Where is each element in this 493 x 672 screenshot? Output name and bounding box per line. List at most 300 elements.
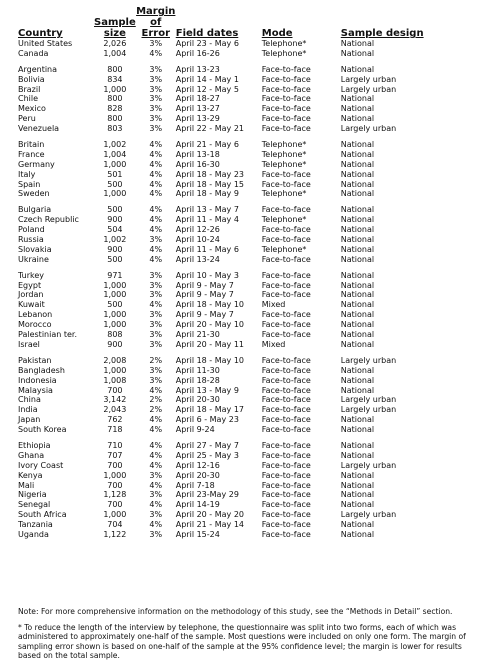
mode-cell: Face-to-face bbox=[261, 124, 311, 134]
sample-design-cell: Largely urban bbox=[340, 510, 397, 520]
mode-cell: Mixed bbox=[261, 339, 286, 349]
country-cell: Canada bbox=[18, 48, 49, 58]
country-cell: Nigeria bbox=[18, 490, 47, 500]
field-dates-cell: April 21-30 bbox=[175, 330, 220, 340]
mode-cell: Face-to-face bbox=[261, 450, 311, 460]
sample-design-cell: National bbox=[340, 114, 375, 124]
sample-design-cell: National bbox=[340, 244, 375, 254]
mode-cell: Face-to-face bbox=[261, 395, 311, 405]
sample-design-cell: National bbox=[340, 189, 375, 199]
mode-cell: Telephone* bbox=[261, 39, 307, 48]
margin-of-error-cell: 3% bbox=[149, 84, 163, 94]
country-cell: Mali bbox=[18, 480, 35, 490]
mode-cell: Telephone* bbox=[261, 140, 307, 150]
field-dates-cell: April 11 - May 4 bbox=[175, 215, 239, 225]
sample-design-cell: Largely urban bbox=[340, 74, 397, 84]
mode-cell: Face-to-face bbox=[261, 104, 311, 114]
field-dates-cell: April 14 - May 1 bbox=[175, 74, 239, 84]
mode-cell: Telephone* bbox=[261, 149, 307, 159]
sample-size-cell: 1,128 bbox=[103, 490, 127, 500]
table-row bbox=[18, 190, 441, 200]
sample-size-cell: 501 bbox=[107, 169, 123, 179]
margin-of-error-cell: 3% bbox=[149, 510, 163, 520]
sample-size-cell: 700 bbox=[107, 480, 123, 490]
mode-cell: Face-to-face bbox=[261, 280, 311, 290]
country-cell: Israel bbox=[18, 339, 40, 349]
sample-size-cell: 834 bbox=[107, 74, 123, 84]
margin-of-error-cell: 4% bbox=[149, 149, 163, 159]
field-dates-cell: April 13 - May 9 bbox=[175, 385, 239, 395]
sample-size-cell: 710 bbox=[107, 440, 123, 450]
mode-cell: Face-to-face bbox=[261, 355, 311, 365]
field-dates-cell: April 12-16 bbox=[175, 460, 220, 470]
margin-of-error-cell: 3% bbox=[149, 114, 163, 124]
country-cell: Ghana bbox=[18, 450, 45, 460]
country-cell: Poland bbox=[18, 225, 45, 235]
country-cell: France bbox=[18, 149, 45, 159]
telephone-footnote: * To reduce the length of the interview by telephone, the questionnaire was split into two forms, each of which was administered to approximately one-half of the sample. Most questions were included on only one form. The margin of sampling error shown is based on one-half of the sample at the 95% confidence level; the margin is lower for results based on the total sample. bbox=[18, 622, 466, 661]
table-row bbox=[18, 491, 441, 501]
mode-cell: Face-to-face bbox=[261, 375, 311, 385]
sample-design-cell: Largely urban bbox=[340, 355, 397, 365]
margin-of-error-cell: 4% bbox=[149, 480, 163, 490]
field-dates-cell: April 18 - May 17 bbox=[175, 405, 244, 415]
header-sample-size: Sample size bbox=[94, 17, 136, 39]
sample-design-cell: National bbox=[340, 520, 375, 530]
mode-cell: Face-to-face bbox=[261, 205, 311, 215]
sample-design-cell: National bbox=[340, 529, 375, 539]
sample-design-cell: National bbox=[340, 104, 375, 114]
margin-of-error-cell: 4% bbox=[149, 215, 163, 225]
sample-size-cell: 3,142 bbox=[103, 395, 127, 405]
header-sample-design: Sample design bbox=[340, 28, 424, 39]
margin-of-error-cell: 4% bbox=[149, 460, 163, 470]
margin-of-error-cell: 4% bbox=[149, 520, 163, 530]
field-dates-cell: April 18-27 bbox=[175, 94, 220, 104]
sample-size-cell: 1,004 bbox=[103, 48, 127, 58]
margin-of-error-cell: 3% bbox=[149, 64, 163, 74]
margin-of-error-cell: 4% bbox=[149, 254, 163, 264]
sample-design-cell: National bbox=[340, 159, 375, 169]
sample-size-cell: 800 bbox=[107, 114, 123, 124]
table-row bbox=[18, 40, 441, 50]
margin-of-error-cell: 4% bbox=[149, 244, 163, 254]
mode-cell: Face-to-face bbox=[261, 254, 311, 264]
table-row bbox=[18, 50, 441, 60]
table-row bbox=[18, 216, 441, 226]
country-cell: Japan bbox=[18, 415, 41, 425]
sample-size-cell: 1,000 bbox=[103, 290, 127, 300]
mode-cell: Face-to-face bbox=[261, 500, 311, 510]
margin-of-error-cell: 3% bbox=[149, 74, 163, 84]
mode-cell: Face-to-face bbox=[261, 460, 311, 470]
margin-of-error-cell: 4% bbox=[149, 140, 163, 150]
country-cell: Ethiopia bbox=[18, 440, 51, 450]
country-cell: Argentina bbox=[18, 64, 58, 74]
sample-size-cell: 900 bbox=[107, 244, 123, 254]
field-dates-cell: April 7-18 bbox=[175, 480, 215, 490]
sample-design-cell: National bbox=[340, 375, 375, 385]
country-cell: India bbox=[18, 405, 38, 415]
country-cell: Uganda bbox=[18, 529, 49, 539]
margin-of-error-cell: 2% bbox=[149, 355, 163, 365]
field-dates-cell: April 21 - May 14 bbox=[175, 520, 244, 530]
country-cell: Chile bbox=[18, 94, 39, 104]
field-dates-cell: April 13-24 bbox=[175, 254, 220, 264]
field-dates-cell: April 25 - May 3 bbox=[175, 450, 239, 460]
mode-cell: Face-to-face bbox=[261, 510, 311, 520]
country-cell: Spain bbox=[18, 179, 41, 189]
margin-of-error-cell: 3% bbox=[149, 310, 163, 320]
country-cell: Kenya bbox=[18, 470, 43, 480]
mode-cell: Face-to-face bbox=[261, 490, 311, 500]
margin-of-error-cell: 3% bbox=[149, 470, 163, 480]
field-dates-cell: April 18 - May 15 bbox=[175, 179, 244, 189]
country-cell: Malaysia bbox=[18, 385, 53, 395]
field-dates-cell: April 13-23 bbox=[175, 64, 220, 74]
mode-cell: Face-to-face bbox=[261, 64, 311, 74]
sample-size-cell: 700 bbox=[107, 500, 123, 510]
country-cell: Tanzania bbox=[18, 520, 53, 530]
sample-design-cell: National bbox=[340, 254, 375, 264]
country-cell: Pakistan bbox=[18, 355, 52, 365]
margin-of-error-cell: 4% bbox=[149, 48, 163, 58]
mode-cell: Face-to-face bbox=[261, 440, 311, 450]
methodology-note: Note: For more comprehensive information on the methodology of this study, see the “Methods in Detail” section. bbox=[18, 607, 453, 616]
sample-size-cell: 1,000 bbox=[103, 470, 127, 480]
field-dates-cell: April 14-19 bbox=[175, 500, 220, 510]
margin-of-error-cell: 4% bbox=[149, 179, 163, 189]
sample-design-cell: National bbox=[340, 490, 375, 500]
margin-of-error-cell: 4% bbox=[149, 385, 163, 395]
mode-cell: Face-to-face bbox=[261, 425, 311, 435]
mode-cell: Face-to-face bbox=[261, 169, 311, 179]
country-cell: Palestinian ter. bbox=[18, 330, 78, 340]
sample-size-cell: 2,008 bbox=[103, 355, 127, 365]
country-cell: United States bbox=[18, 39, 73, 48]
field-dates-cell: April 13-27 bbox=[175, 104, 220, 114]
sample-size-cell: 1,002 bbox=[103, 235, 127, 245]
field-dates-cell: April 11 - May 6 bbox=[175, 244, 239, 254]
sample-size-cell: 808 bbox=[107, 330, 123, 340]
country-cell: Venezuela bbox=[18, 124, 60, 134]
sample-design-cell: Largely urban bbox=[340, 405, 397, 415]
field-dates-cell: April 21 - May 6 bbox=[175, 140, 239, 150]
sample-design-cell: National bbox=[340, 320, 375, 330]
sample-design-cell: National bbox=[340, 179, 375, 189]
field-dates-cell: April 18 - May 9 bbox=[175, 189, 239, 199]
country-cell: Czech Republic bbox=[18, 215, 79, 225]
survey-methodology-table bbox=[18, 6, 441, 541]
country-cell: Kuwait bbox=[18, 300, 45, 310]
sample-size-cell: 700 bbox=[107, 385, 123, 395]
sample-size-cell: 900 bbox=[107, 215, 123, 225]
country-cell: Indonesia bbox=[18, 375, 57, 385]
sample-design-cell: National bbox=[340, 205, 375, 215]
table-row bbox=[18, 472, 441, 482]
margin-of-error-cell: 3% bbox=[149, 280, 163, 290]
sample-design-cell: National bbox=[340, 440, 375, 450]
margin-of-error-cell: 2% bbox=[149, 395, 163, 405]
sample-size-cell: 1,000 bbox=[103, 84, 127, 94]
sample-size-cell: 800 bbox=[107, 64, 123, 74]
margin-of-error-cell: 4% bbox=[149, 425, 163, 435]
table-row bbox=[18, 341, 441, 351]
sample-design-cell: National bbox=[340, 310, 375, 320]
country-cell: Bulgaria bbox=[18, 205, 52, 215]
margin-of-error-cell: 3% bbox=[149, 270, 163, 280]
table-row bbox=[18, 367, 441, 377]
sample-design-cell: National bbox=[340, 480, 375, 490]
margin-of-error-cell: 4% bbox=[149, 500, 163, 510]
margin-of-error-cell: 4% bbox=[149, 450, 163, 460]
margin-of-error-cell: 3% bbox=[149, 330, 163, 340]
table-row bbox=[18, 416, 441, 426]
field-dates-cell: April 9 - May 7 bbox=[175, 290, 234, 300]
margin-of-error-cell: 4% bbox=[149, 205, 163, 215]
sample-design-cell: Largely urban bbox=[340, 460, 397, 470]
table-row bbox=[18, 521, 441, 531]
sample-size-cell: 1,002 bbox=[103, 140, 127, 150]
header-mode: Mode bbox=[261, 28, 293, 39]
country-cell: Bolivia bbox=[18, 74, 45, 84]
country-cell: Bangladesh bbox=[18, 365, 65, 375]
field-dates-cell: April 20 - May 11 bbox=[175, 339, 244, 349]
table-row bbox=[18, 426, 441, 436]
sample-design-cell: National bbox=[340, 500, 375, 510]
sample-design-cell: Largely urban bbox=[340, 395, 397, 405]
field-dates-cell: April 13 - May 7 bbox=[175, 205, 239, 215]
field-dates-cell: April 9 - May 7 bbox=[175, 280, 234, 290]
mode-cell: Telephone* bbox=[261, 159, 307, 169]
margin-of-error-cell: 3% bbox=[149, 124, 163, 134]
sample-size-cell: 803 bbox=[107, 124, 123, 134]
mode-cell: Telephone* bbox=[261, 215, 307, 225]
country-cell: Egypt bbox=[18, 280, 42, 290]
sample-design-cell: National bbox=[340, 470, 375, 480]
margin-of-error-cell: 3% bbox=[149, 104, 163, 114]
sample-size-cell: 700 bbox=[107, 460, 123, 470]
table-row bbox=[18, 125, 441, 135]
country-cell: Sweden bbox=[18, 189, 50, 199]
sample-size-cell: 1,000 bbox=[103, 310, 127, 320]
table-row bbox=[18, 141, 441, 151]
sample-design-cell: National bbox=[340, 385, 375, 395]
mode-cell: Face-to-face bbox=[261, 74, 311, 84]
margin-of-error-cell: 3% bbox=[149, 375, 163, 385]
field-dates-cell: April 18-28 bbox=[175, 375, 220, 385]
sample-design-cell: National bbox=[340, 280, 375, 290]
margin-of-error-cell: 3% bbox=[149, 529, 163, 539]
sample-size-cell: 1,000 bbox=[103, 189, 127, 199]
table-row bbox=[18, 105, 441, 115]
table-row bbox=[18, 531, 441, 541]
sample-design-cell: National bbox=[340, 330, 375, 340]
margin-of-error-cell: 4% bbox=[149, 415, 163, 425]
sample-design-cell: National bbox=[340, 300, 375, 310]
field-dates-cell: April 11-30 bbox=[175, 365, 220, 375]
field-dates-cell: April 18 - May 10 bbox=[175, 300, 244, 310]
mode-cell: Face-to-face bbox=[261, 270, 311, 280]
field-dates-cell: April 16-30 bbox=[175, 159, 220, 169]
sample-design-cell: Largely urban bbox=[340, 84, 397, 94]
country-cell: China bbox=[18, 395, 41, 405]
mode-cell: Face-to-face bbox=[261, 365, 311, 375]
field-dates-cell: April 12-26 bbox=[175, 225, 220, 235]
table-body bbox=[18, 40, 441, 541]
country-cell: Peru bbox=[18, 114, 36, 124]
mode-cell: Face-to-face bbox=[261, 94, 311, 104]
mode-cell: Face-to-face bbox=[261, 179, 311, 189]
mode-cell: Face-to-face bbox=[261, 529, 311, 539]
field-dates-cell: April 12 - May 5 bbox=[175, 84, 239, 94]
field-dates-cell: April 13-18 bbox=[175, 149, 220, 159]
country-cell: Britain bbox=[18, 140, 45, 150]
sample-design-cell: National bbox=[340, 140, 375, 150]
table-row bbox=[18, 357, 441, 367]
margin-of-error-cell: 4% bbox=[149, 440, 163, 450]
mode-cell: Telephone* bbox=[261, 48, 307, 58]
field-dates-cell: April 9 - May 7 bbox=[175, 310, 234, 320]
mode-cell: Mixed bbox=[261, 300, 286, 310]
margin-of-error-cell: 4% bbox=[149, 300, 163, 310]
sample-size-cell: 1,000 bbox=[103, 510, 127, 520]
sample-size-cell: 2,043 bbox=[103, 405, 127, 415]
sample-size-cell: 718 bbox=[107, 425, 123, 435]
margin-of-error-cell: 3% bbox=[149, 290, 163, 300]
sample-size-cell: 800 bbox=[107, 94, 123, 104]
field-dates-cell: April 22 - May 21 bbox=[175, 124, 244, 134]
sample-size-cell: 1,000 bbox=[103, 159, 127, 169]
margin-of-error-cell: 3% bbox=[149, 339, 163, 349]
field-dates-cell: April 18 - May 23 bbox=[175, 169, 244, 179]
country-cell: Russia bbox=[18, 235, 44, 245]
mode-cell: Face-to-face bbox=[261, 520, 311, 530]
country-cell: Jordan bbox=[18, 290, 44, 300]
mode-cell: Face-to-face bbox=[261, 415, 311, 425]
country-cell: Brazil bbox=[18, 84, 41, 94]
mode-cell: Face-to-face bbox=[261, 405, 311, 415]
mode-cell: Face-to-face bbox=[261, 310, 311, 320]
sample-design-cell: National bbox=[340, 225, 375, 235]
country-cell: South Africa bbox=[18, 510, 67, 520]
field-dates-cell: April 20-30 bbox=[175, 395, 220, 405]
margin-of-error-cell: 3% bbox=[149, 365, 163, 375]
field-dates-cell: April 10 - May 3 bbox=[175, 270, 239, 280]
sample-size-cell: 500 bbox=[107, 179, 123, 189]
sample-design-cell: Largely urban bbox=[340, 124, 397, 134]
table-row bbox=[18, 462, 441, 472]
field-dates-cell: April 27 - May 7 bbox=[175, 440, 239, 450]
sample-design-cell: National bbox=[340, 425, 375, 435]
field-dates-cell: April 18 - May 10 bbox=[175, 355, 244, 365]
field-dates-cell: April 10-24 bbox=[175, 235, 220, 245]
country-cell: Ivory Coast bbox=[18, 460, 64, 470]
sample-size-cell: 971 bbox=[107, 270, 123, 280]
sample-size-cell: 1,000 bbox=[103, 320, 127, 330]
mode-cell: Telephone* bbox=[261, 189, 307, 199]
sample-design-cell: National bbox=[340, 169, 375, 179]
sample-design-cell: National bbox=[340, 450, 375, 460]
sample-design-cell: National bbox=[340, 64, 375, 74]
mode-cell: Telephone* bbox=[261, 244, 307, 254]
field-dates-cell: April 20 - May 20 bbox=[175, 510, 244, 520]
sample-design-cell: National bbox=[340, 270, 375, 280]
mode-cell: Face-to-face bbox=[261, 114, 311, 124]
sample-size-cell: 1,004 bbox=[103, 149, 127, 159]
country-cell: Turkey bbox=[18, 270, 45, 280]
country-cell: Mexico bbox=[18, 104, 46, 114]
mode-cell: Face-to-face bbox=[261, 84, 311, 94]
field-dates-cell: April 23-May 29 bbox=[175, 490, 239, 500]
field-dates-cell: April 20-30 bbox=[175, 470, 220, 480]
table-row bbox=[18, 95, 441, 105]
margin-of-error-cell: 3% bbox=[149, 39, 163, 48]
sample-size-cell: 762 bbox=[107, 415, 123, 425]
sample-design-cell: National bbox=[340, 290, 375, 300]
margin-of-error-cell: 4% bbox=[149, 159, 163, 169]
mode-cell: Face-to-face bbox=[261, 235, 311, 245]
sample-design-cell: National bbox=[340, 39, 375, 48]
field-dates-cell: April 16-26 bbox=[175, 48, 220, 58]
mode-cell: Face-to-face bbox=[261, 290, 311, 300]
field-dates-cell: April 15-24 bbox=[175, 529, 220, 539]
sample-size-cell: 1,008 bbox=[103, 375, 127, 385]
margin-of-error-cell: 3% bbox=[149, 490, 163, 500]
field-dates-cell: April 13-29 bbox=[175, 114, 220, 124]
sample-size-cell: 707 bbox=[107, 450, 123, 460]
country-cell: Senegal bbox=[18, 500, 51, 510]
sample-size-cell: 500 bbox=[107, 254, 123, 264]
margin-of-error-cell: 3% bbox=[149, 235, 163, 245]
margin-of-error-cell: 4% bbox=[149, 169, 163, 179]
country-cell: Italy bbox=[18, 169, 36, 179]
margin-of-error-cell: 3% bbox=[149, 320, 163, 330]
sample-size-cell: 828 bbox=[107, 104, 123, 114]
mode-cell: Face-to-face bbox=[261, 320, 311, 330]
sample-size-cell: 2,026 bbox=[103, 39, 127, 48]
margin-of-error-cell: 3% bbox=[149, 94, 163, 104]
field-dates-cell: April 23 - May 6 bbox=[175, 39, 239, 48]
mode-cell: Face-to-face bbox=[261, 330, 311, 340]
country-cell: Slovakia bbox=[18, 244, 52, 254]
sample-design-cell: National bbox=[340, 235, 375, 245]
mode-cell: Face-to-face bbox=[261, 385, 311, 395]
sample-design-cell: National bbox=[340, 94, 375, 104]
margin-of-error-cell: 4% bbox=[149, 225, 163, 235]
table-header-row bbox=[18, 6, 441, 40]
table-row bbox=[18, 151, 441, 161]
table-row bbox=[18, 321, 441, 331]
header-field-dates: Field dates bbox=[175, 28, 239, 39]
sample-size-cell: 1,122 bbox=[103, 529, 127, 539]
sample-design-cell: National bbox=[340, 415, 375, 425]
sample-size-cell: 1,000 bbox=[103, 280, 127, 290]
margin-of-error-cell: 2% bbox=[149, 405, 163, 415]
sample-size-cell: 704 bbox=[107, 520, 123, 530]
field-dates-cell: April 9-24 bbox=[175, 425, 215, 435]
footnotes bbox=[18, 607, 486, 661]
mode-cell: Face-to-face bbox=[261, 225, 311, 235]
sample-design-cell: National bbox=[340, 365, 375, 375]
sample-design-cell: National bbox=[340, 215, 375, 225]
table-row bbox=[18, 256, 441, 266]
sample-design-cell: National bbox=[340, 149, 375, 159]
country-cell: Lebanon bbox=[18, 310, 53, 320]
header-country: Country bbox=[18, 28, 63, 39]
sample-size-cell: 900 bbox=[107, 339, 123, 349]
sample-design-cell: National bbox=[340, 48, 375, 58]
